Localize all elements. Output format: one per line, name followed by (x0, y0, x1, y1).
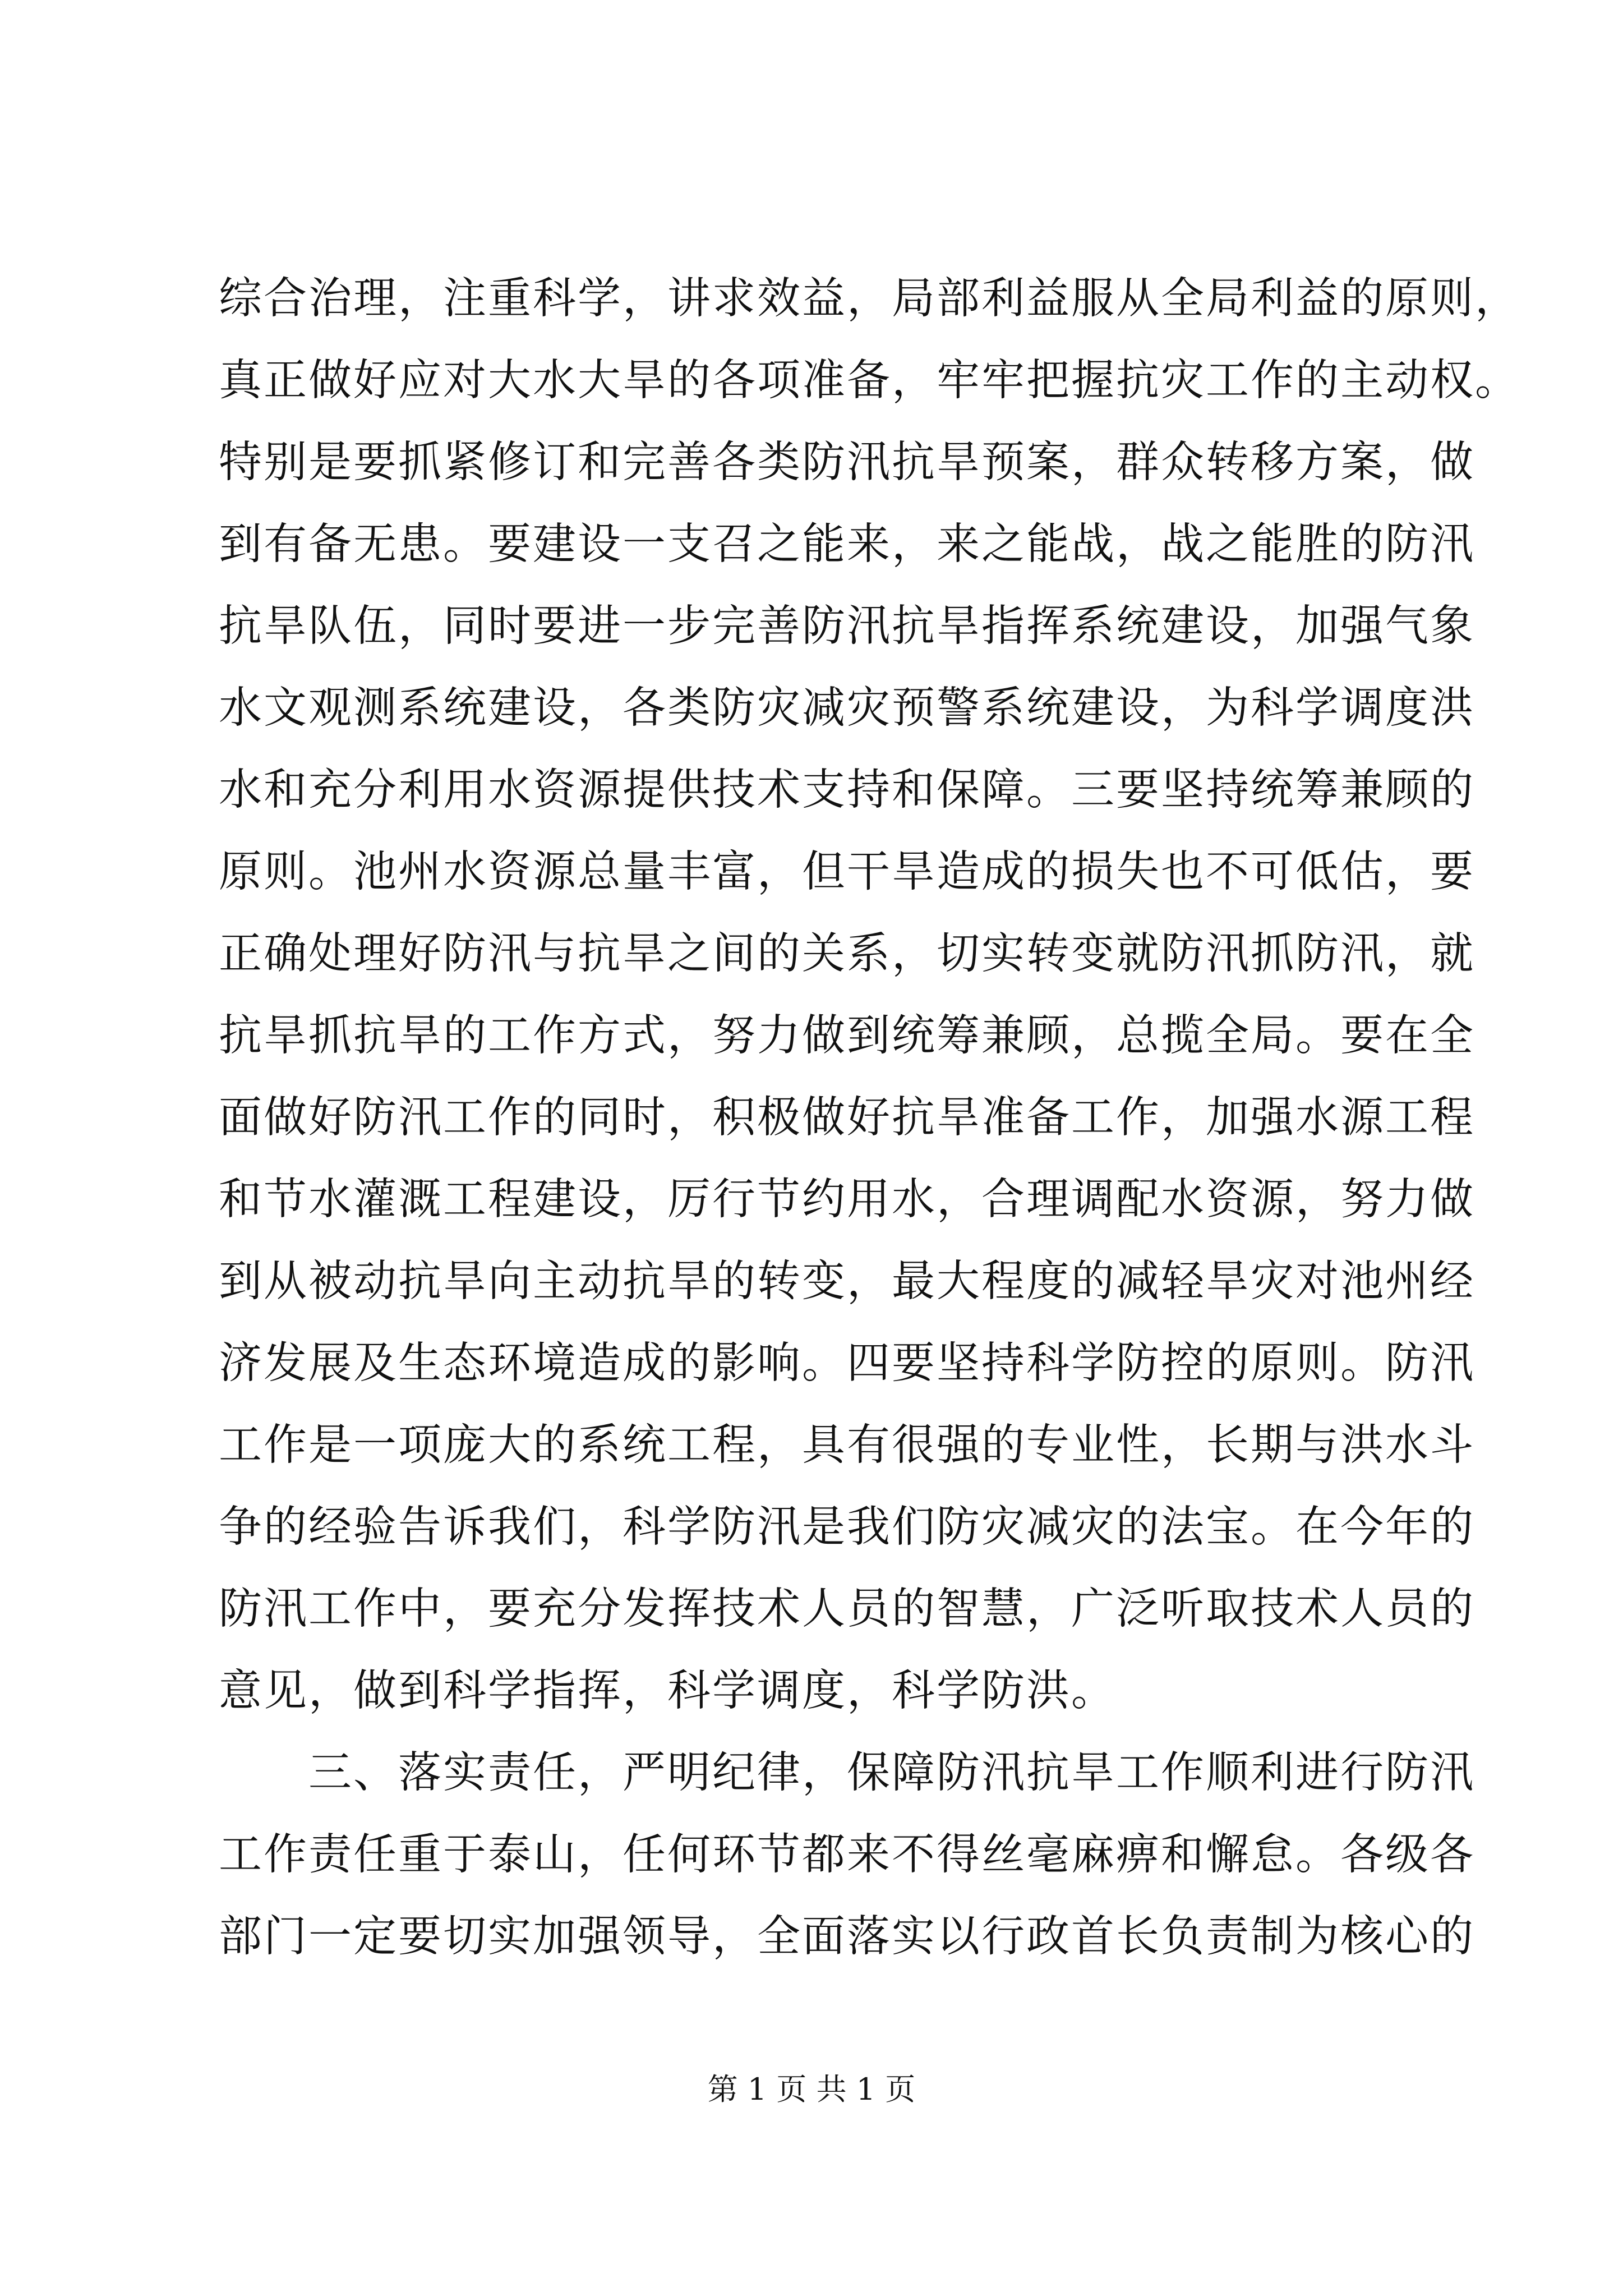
body-text (219, 258, 1520, 1978)
section-heading-line: 三、落实责任，严明纪律，保障防汛抗旱工作顺利进行防汛 (308, 1748, 1475, 1798)
text-line: 抗旱队伍，同时要进一步完善防汛抗旱指挥系统建设，加强气象 (219, 601, 1475, 651)
text-line: 争的经验告诉我们，科学防汛是我们防灾减灾的法宝。在今年的 (219, 1502, 1475, 1552)
text-line: 到从被动抗旱向主动抗旱的转变，最大程度的减轻旱灾对池州经 (219, 1257, 1475, 1306)
text-line: 防汛工作中，要充分发挥技术人员的智慧，广泛听取技术人员的 (219, 1584, 1475, 1634)
text-line: 真正做好应对大水大旱的各项准备，牢牢把握抗灾工作的主动权。 (219, 356, 1520, 406)
text-line: 部门一定要切实加强领导，全面落实以行政首长负责制为核心的 (219, 1912, 1475, 1962)
text-line: 原则。池州水资源总量丰富，但干旱造成的损失也不可低估，要 (219, 847, 1475, 897)
text-line: 济发展及生态环境造成的影响。四要坚持科学防控的原则。防汛 (219, 1338, 1475, 1388)
text-line: 和节水灌溉工程建设，厉行节约用水，合理调配水资源，努力做 (219, 1175, 1475, 1225)
text-line: 水文观测系统建设，各类防灾减灾预警系统建设，为科学调度洪 (219, 683, 1475, 733)
text-line: 综合治理，注重科学，讲求效益，局部利益服从全局利益的原则， (219, 274, 1520, 324)
page-footer: 第 1 页 共 1 页 (707, 2072, 916, 2107)
text-line: 水和充分利用水资源提供技术支持和保障。三要坚持统筹兼顾的 (219, 765, 1475, 815)
text-line: 正确处理好防汛与抗旱之间的关系，切实转变就防汛抓防汛，就 (219, 929, 1475, 979)
text-line: 面做好防汛工作的同时，积极做好抗旱准备工作，加强水源工程 (219, 1093, 1475, 1143)
text-line: 特别是要抓紧修订和完善各类防汛抗旱预案，群众转移方案，做 (219, 438, 1475, 487)
text-line: 工作责任重于泰山，任何环节都来不得丝毫麻痹和懈怠。各级各 (219, 1830, 1475, 1880)
text-line: 抗旱抓抗旱的工作方式，努力做到统筹兼顾，总揽全局。要在全 (219, 1011, 1475, 1061)
text-line: 工作是一项庞大的系统工程，具有很强的专业性，长期与洪水斗 (219, 1420, 1475, 1470)
text-line: 意见，做到科学指挥，科学调度，科学防洪。 (219, 1666, 1116, 1716)
text-line: 到有备无患。要建设一支召之能来，来之能战，战之能胜的防汛 (219, 519, 1475, 569)
